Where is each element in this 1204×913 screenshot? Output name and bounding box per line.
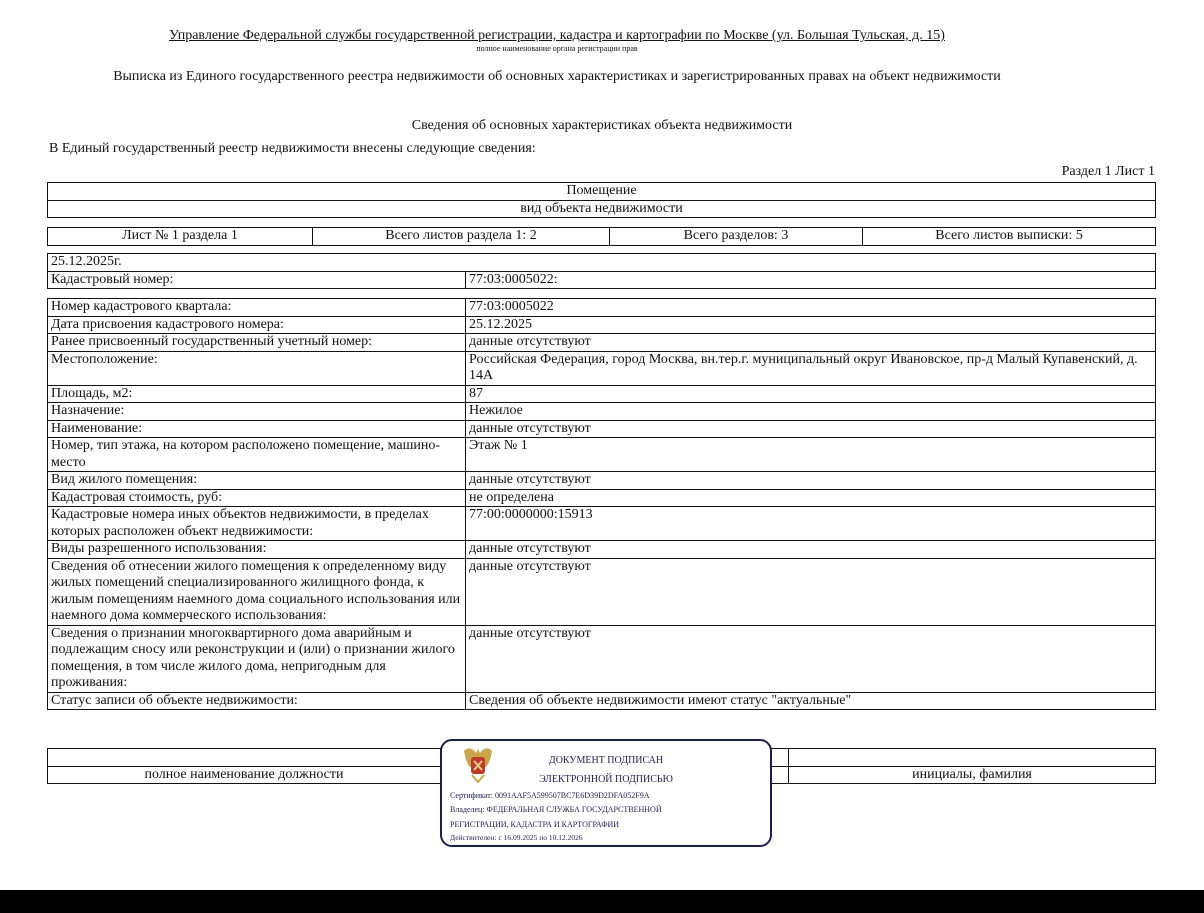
- sheet-number: Лист № 1 раздела 1: [48, 228, 313, 246]
- field-value: Сведения об объекте недвижимости имеют статус "актуальные": [466, 692, 1156, 710]
- electronic-signature-stamp: [440, 739, 772, 847]
- table-row: [48, 507, 1156, 541]
- authority-name: Управление Федеральной службы государственной регистрации, кадастра и картографии по Москве (ул. Большая Тульская, д. 15): [169, 28, 945, 43]
- field-label: Назначение:: [48, 403, 466, 421]
- position-caption: полное наименование должности: [48, 766, 441, 784]
- field-value: 25.12.2025: [466, 316, 1156, 334]
- table-row: [48, 692, 1156, 710]
- table-row: [48, 472, 1156, 490]
- characteristics-table: [47, 298, 1156, 710]
- field-label: Площадь, м2:: [48, 385, 466, 403]
- field-label: Местоположение:: [48, 351, 466, 385]
- table-row: [48, 351, 1156, 385]
- table-row: [48, 334, 1156, 352]
- field-label: Кадастровая стоимость, руб:: [48, 489, 466, 507]
- field-label: Наименование:: [48, 420, 466, 438]
- table-row: [48, 299, 1156, 317]
- table-row: [48, 625, 1156, 692]
- table-row: [48, 403, 1156, 421]
- stamp-owner: Владелец: ФЕДЕРАЛЬНАЯ СЛУЖБА ГОСУДАРСТВЕННОЙ: [450, 805, 662, 814]
- field-label: Номер, тип этажа, на котором расположено помещение, машино-место: [48, 438, 466, 472]
- field-label: Сведения об отнесении жилого помещения к определенному виду жилых помещений специализированного жилищного фонда, к жилым помещениям наемного дома социального использования или наемного дома коммерческого использования:: [48, 558, 466, 625]
- document-title: Выписка из Единого государственного реестра недвижимости об основных характеристиках и зарегистрированных правах на объект недвижимости: [113, 69, 1001, 84]
- name-caption: инициалы, фамилия: [789, 766, 1156, 784]
- field-value: 77:00:0000000:15913: [466, 507, 1156, 541]
- stamp-validity: Действителен: с 16.09.2025 по 10.12.2026: [450, 833, 583, 842]
- field-value: данные отсутствуют: [466, 334, 1156, 352]
- field-value: Этаж № 1: [466, 438, 1156, 472]
- intro-text: В Единый государственный реестр недвижимости внесены следующие сведения:: [49, 141, 536, 156]
- object-type: Помещение: [48, 183, 1156, 201]
- stamp-line1: ДОКУМЕНТ ПОДПИСАН: [548, 755, 664, 766]
- field-value: 77:03:0005022: [466, 299, 1156, 317]
- bottom-black-bar: [0, 890, 1204, 913]
- stamp-line2: ЭЛЕКТРОННОЙ ПОДПИСЬЮ: [539, 774, 673, 785]
- stamp-certificate: Сертификат: 0091AAF5A599507BC7E6D39D2DFA052F9A: [450, 791, 650, 800]
- sections-total: Всего разделов: 3: [610, 228, 863, 246]
- field-value: Нежилое: [466, 403, 1156, 421]
- field-value: данные отсутствуют: [466, 541, 1156, 559]
- sheets-table: [47, 227, 1156, 246]
- extract-sheets-total: Всего листов выписки: 5: [863, 228, 1156, 246]
- section-sheet: Раздел 1 Лист 1: [1061, 164, 1155, 179]
- object-type-table: [47, 182, 1156, 218]
- field-value: не определена: [466, 489, 1156, 507]
- field-label: Дата присвоения кадастрового номера:: [48, 316, 466, 334]
- table-row: [48, 489, 1156, 507]
- field-label: Статус записи об объекте недвижимости:: [48, 692, 466, 710]
- field-label: Вид жилого помещения:: [48, 472, 466, 490]
- table-row: [48, 420, 1156, 438]
- table-row: [48, 316, 1156, 334]
- field-value: данные отсутствуют: [466, 558, 1156, 625]
- cadastral-value: 77:03:0005022:: [466, 271, 1156, 289]
- field-value: Российская Федерация, город Москва, вн.тер.г. муниципальный округ Ивановское, пр-д Малый Купавенский, д. 14А: [466, 351, 1156, 385]
- stamp-owner-cont: РЕГИСТРАЦИИ, КАДАСТРА И КАРТОГРАФИИ: [450, 820, 620, 829]
- authority-caption: полное наименование органа регистрации прав: [476, 44, 638, 53]
- table-row: [48, 385, 1156, 403]
- field-label: Ранее присвоенный государственный учетный номер:: [48, 334, 466, 352]
- field-value: данные отсутствуют: [466, 625, 1156, 692]
- cadastral-label: Кадастровый номер:: [48, 271, 466, 289]
- extract-date: 25.12.2025г.: [48, 254, 1156, 272]
- field-label: Кадастровые номера иных объектов недвижимости, в пределах которых расположен объект недвижимости:: [48, 507, 466, 541]
- section-sheets-total: Всего листов раздела 1: 2: [313, 228, 610, 246]
- field-value: данные отсутствуют: [466, 472, 1156, 490]
- table-row: [48, 438, 1156, 472]
- field-label: Сведения о признании многоквартирного дома аварийным и подлежащим сносу или реконструкции и (или) о признании жилого помещения, в том числе жилого дома, непригодным для проживания:: [48, 625, 466, 692]
- cadastral-table: [47, 253, 1156, 289]
- field-label: Номер кадастрового квартала:: [48, 299, 466, 317]
- section-title: Сведения об основных характеристиках объекта недвижимости: [411, 118, 793, 133]
- table-row: [48, 558, 1156, 625]
- field-value: 87: [466, 385, 1156, 403]
- field-label: Виды разрешенного использования:: [48, 541, 466, 559]
- field-value: данные отсутствуют: [466, 420, 1156, 438]
- object-type-caption: вид объекта недвижимости: [48, 200, 1156, 218]
- table-row: [48, 541, 1156, 559]
